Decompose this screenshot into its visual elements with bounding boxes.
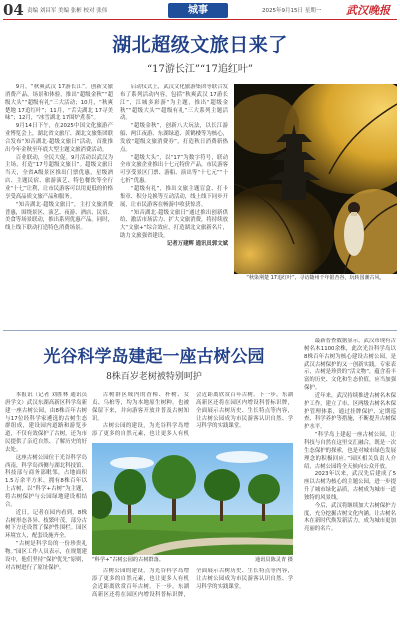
paragraph: 9月14日下午，在2025中国文化旅游产业博览会上，湖北省文旅厅、湖北文旅集团联合发布“知音湖北·超级文旅日”活动，首批推出今年金秋至年底大型主题文旅消费活动。 [5, 123, 113, 153]
paragraph: 最新普查数据显示，武汉市现有古树名木1100余株，此次光谷科学岛以8株百年古树为核心建设古树公园，是武汉古树保护的又一创新实践。专家表示，古树是珍贵的“活文物”，蕴含着丰富的历史、文化和生态价值，应当加强保护。 [304, 338, 396, 392]
article2-photo [92, 443, 293, 555]
autumn-pagoda-image [234, 84, 397, 274]
article2-column-1 [5, 392, 87, 620]
section-divider [3, 330, 397, 331]
article1-subheadline: “17游长江”“17追红叶” [147, 64, 253, 75]
article1-photo-caption: “秋染荆楚 17追红叶”，寻访随州千年银杏谷，玩转国潮古风。 [246, 275, 385, 281]
paragraph: 近日，记者在园内看到，8株古树形态各异、枝繁叶茂，部分古树下方还设置了保护性围栏。园区环境宜人，配套设施齐全。 [5, 509, 87, 540]
section-badge: 城事 [168, 3, 228, 18]
article2-column-3 [304, 338, 396, 622]
editors-credit: 责编 刘昌军 美编 张彬 校对 张伟 [27, 8, 108, 14]
article2-subheadline: 8株百岁老树被特别呵护 [106, 372, 202, 382]
article2-photo-caption: “科学+”古树公园的古树群落。 [92, 557, 164, 563]
article1-byline: 记者万建辉 通讯员郭文斌 [166, 240, 228, 247]
paragraph: 百业联动，全民大促。9月活动以武汉为主场，打造“17号超级文旅日”。超级文旅日当天，全省A级景区推出门票优惠，星级酒店、主题民宿、旅游演艺、特色餐饮等全行业“十七”让利，让市民游客可以用更低的价格享受高品质文旅产品和服务。 [5, 154, 113, 200]
article1-column-2 [120, 84, 228, 324]
paragraph: 这座古树公园位于光谷科学岛西南，科学岛西侧与湖北科技馆、科技部与商务部毗邻，占地面积1.5万余平方米。拥有8株百年以上古树，以“科学+古树”为主题，将古树保护与公园绿地建设相结合。 [5, 454, 87, 508]
article2-column-2-continued [92, 568, 293, 622]
paragraph: 本报讯（记者 刘胜林 通讯员 唐学文）武汉东湖高新区科学岛新建一座古树公园，由8株百年古树与17位经科学家遴选的古树生态群组成，建设园内道路和游览步道，不仅有效保护了古树，还为市民提供了亲近自然、了解历史的好去处。 [5, 392, 87, 453]
paragraph: 古树公园的建设，为光谷科学岛增添了更多的自然元素，也让更多人有机会近距离欣赏百年古树。下一步，东湖高新区还将在园区内增设科普标识牌，全面展示古树历史、生长特点等内容，让古树公园成为市民游客认识自然、学习科学的实践课堂。 [92, 568, 293, 598]
page-header [0, 0, 400, 20]
page-number: 04 [3, 1, 24, 19]
paragraph: “古树是科学岛的一份珍贵礼物。”园区工作人员表示，在规划建设中，他们坚持“保护优先”原则，对古树进行了原址保护。 [5, 541, 87, 571]
paragraph: 古树公园的建设，为光谷科学岛增添了更多的自然元素，也让更多人有机会近距离欣赏百年古树。下一步，东湖高新区还将在园区内增设科普标识牌，全面展示古树历史、生长特点等内容，让古树公园成为市民游客认识自然、学习科学的实践课堂。 [92, 392, 293, 438]
article1-headline: 湖北超级文旅日来了 [112, 34, 288, 56]
paragraph: “知音湖北·超级文旅日”通过推出创新供给、激活市场活力、扩大文旅消费，将持续放大“文旅+”综合效应，打造湖北文旅新名片，助力文旅强省建设。 [120, 209, 228, 240]
article2-headline: 光谷科学岛建起一座古树公园 [43, 347, 265, 367]
article1-photo [234, 84, 397, 274]
paragraph: “超级有礼”，推出文旅主题盲盒、打卡集章、积分兑换等互动活动，线上线下同步开展，让市民游客在畅游中收获惊喜。 [120, 185, 228, 208]
issue-date: 2025年9月15日 星期一 [262, 8, 322, 14]
article2-photo-credit: 通讯员陈灵青 摄 [255, 557, 293, 563]
paragraph: 9月，“秋爽武汉 17游长江”。创新文旅消费产品，场景和体验，推出“超级金秋”“超级大头”“超级有礼”三大活动；10月，“秋爽楚地 17追红叶”；11月，“舌尖湖北 17寻美味”；12月，“冰雪湖北 17围炉煮茶”。 [5, 84, 113, 122]
paragraph: “超级金秋”，创新八大玩法，以长江游船、两江夜游、东湖绿道、黄鹤楼等为核心，发放“超级文旅消费券”，打造秋日消费新热点。 [120, 123, 228, 153]
article1-column-1 [5, 84, 113, 324]
paragraph: 2023年以来，武汉先后建成了5座以古树为核心的主题公园，进一步提升了城市绿化品质，古树成为城市一道独特的风景线。 [304, 471, 396, 501]
paragraph: 近年来，武汉持续推进古树名木保护工作，建立了市、区两级古树名木保护管理体系，通过挂牌保护、定期巡查、科学养护等措施，不断提升古树保护水平。 [304, 392, 396, 431]
paragraph: “科学岛上建起一座古树公园，让科技与自然在这里交汇融合，既是一次生态保护的探索，也是对城市绿色发展理念的积极回应。”园区相关负责人介绍，古树公园将全天候向公众开放。 [304, 432, 396, 470]
paragraph: “超级大头”，以“17”为数字符号，联动全市文旅企业推出十七元特价产品，市民游客可享受景区门票、游船、演出等“十七元”“十七折”优惠。 [120, 154, 228, 185]
ancient-tree-park-image [92, 443, 293, 555]
paragraph: 启动仪式上，武汉文化旅游集团等联合发布了系列活动内容，包括“秋爽武汉 17游长江”，江城多彩游“为主题，推出“超级金秋”“超级大头”“超级有礼”三大系列主题活动。 [120, 84, 228, 122]
article2-column-2 [92, 392, 293, 440]
article2-photo-caption-line [92, 556, 293, 564]
paragraph: 古树群区域内的香樟、朴树、女贞、乌桕等，均为本地原生树种，也被保留下来，并向游客开放并普及古树知识。 [92, 392, 189, 422]
header-rule [3, 19, 397, 20]
paragraph: “知音湖北·超级文旅日”，主打文旅消费普惠，围绕景区、演艺、夜游、酒店、民宿、美食等场景联动，推出系列优惠产品。同时，线上线下联动打造特色消费场景。 [5, 201, 113, 232]
paragraph: 今后，武汉将继续加大古树保护力度，充分挖掘古树文化内涵，让古树名木在新时代焕发新活力，成为城市更加亮丽的名片。 [304, 502, 396, 533]
masthead-logo: 武汉晚报 [346, 4, 390, 17]
